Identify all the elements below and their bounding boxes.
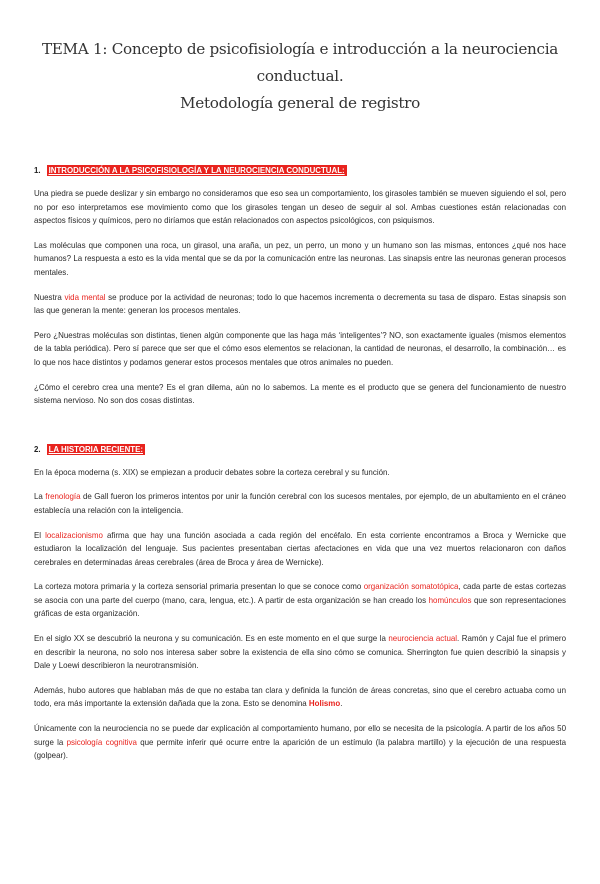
text-run: . Ramón y Cajal fue el primero en describir la neurona, no solo nos interesa saber sobre la existencia de ella sino cómo se comunica. Sherrington fue quien describió la sinapsis y Dale y Loewi describieron la neurotransmisión. [34, 634, 566, 671]
highlight-neurociencia-actual: neurociencia actual [388, 634, 458, 644]
text-run: Nuestra [34, 292, 65, 302]
section-2-paragraph-2 [34, 490, 566, 517]
text-run: . [340, 699, 343, 709]
highlight-homunculos: homúnculos [428, 595, 472, 605]
highlight-localizacionismo: localizacionismo [45, 530, 103, 540]
text-run: , cada parte de estas cortezas se asocia con una parte del cuerpo (mano, cara, lengua, etc.). A partir de esta organización se han creado los [34, 582, 566, 605]
section-1-paragraph-2: Las moléculas que componen una roca, un girasol, una araña, un pez, un perro, un mono y un humano son las mismas, entonces ¿qué nos hace humanos? La respuesta a esto es la vida mental que se da por la comunicación entre las neuronas. Las sinapsis entre las neuronas generan procesos mentales. [34, 240, 566, 277]
document-page [0, 36, 600, 884]
title-line-2: Metodología general de registro [180, 94, 420, 112]
section-2-paragraph-3 [34, 529, 566, 570]
section-2-paragraph-6 [34, 684, 566, 711]
section-2-number: 2. [34, 444, 41, 454]
section-1-paragraph-5: ¿Cómo el cerebro crea una mente? Es el gran dilema, aún no lo sabemos. La mente es el producto que se genera del funcionamiento de nuestro sistema nervioso. No son dos cosas distintas. [34, 382, 566, 406]
text-run: La [34, 492, 46, 502]
text-run: Únicamente con la neurociencia no se puede dar explicación al comportamiento humano, por ello se necesita de la psicología. A partir de los años 50 surge la [34, 724, 566, 747]
section-2-heading [34, 444, 566, 455]
section-1-number: 1. [34, 166, 41, 175]
highlight-holismo: Holismo [308, 699, 341, 709]
section-1-heading [34, 165, 566, 176]
text-run: afirma que hay una función asociada a cada región del encéfalo. En esta corriente encontramos a Broca y Wernicke que estudiaron la localización del lenguaje. Sus pacientes presentaban ciertas afectaciones en vida que una vez muertos relacionaron con daños cerebrales en determinadas áreas cerebrales (área de Broca y área de Wernicke). [34, 530, 567, 567]
text-run: que son representaciones gráficas de esta organización. [34, 595, 566, 619]
section-2-paragraph-7 [34, 722, 566, 763]
section-2-paragraph-4 [34, 580, 566, 621]
section-1-paragraph-1: Una piedra se puede deslizar y sin embargo no consideramos que eso sea un comportamiento, los girasoles también se mueven siguiendo el sol, pero no por eso interpretamos ese movimiento como que los girasoles tengan un deseo de seguir al sol. Ambas cuestiones están relacionadas con aspectos físicos y químicos, pero no diríamos que están relacionados con aspectos psicológicos, con psiquismos. [34, 189, 566, 226]
section-1-paragraph-4: Pero ¿Nuestras moléculas son distintas, tienen algún componente que las haga más ‘inteligentes’? NO, son exactamente iguales (mismos elementos de la tabla periódica). Pero sí parece que ser que el cómo esos elementos se relacionan, la cantidad de neuronas, el desarrollo, la combinación… es lo que nos hace distintos y podamos generar estos procesos mentales que otros animales no pueden. [34, 330, 566, 367]
section-2-paragraph-5 [34, 632, 566, 673]
text-run: Además, hubo autores que hablaban más de que no estaba tan clara y definida la función de áreas concretas, sino que el cerebro actuaba como un todo, era más importante la extensión dañada que la zona. Esto se denomina [34, 685, 566, 709]
section-1-label: INTRODUCCIÓN A LA PSICOFISIOLOGÍA Y LA NEUROCIENCIA CONDUCTUAL: [48, 166, 345, 175]
highlight-frenologia: frenología [45, 492, 81, 502]
text-run: que permite inferir qué ocurre entre la aparición de un estímulo (la palabra martillo) y la ejecución de una respuesta (golpear). [34, 737, 566, 761]
text-run: se produce por la actividad de neuronas; todo lo que hacemos incrementa o decrementa su tasa de disparo. Estas sinapsis son las que generan la mente: generan los procesos mentales. [34, 292, 566, 316]
text-run: En el siglo XX se descubrió la neurona y su comunicación. Es en este momento en el que surge la [34, 634, 389, 644]
document-title [34, 36, 566, 117]
section-1-paragraph-3 [34, 291, 566, 318]
text-run: La corteza motora primaria y la corteza sensorial primaria presentan lo que se conoce como [34, 582, 364, 592]
highlight-organizacion-somatotopica: organización somatotópica [363, 582, 459, 592]
highlight-psicologia-cognitiva: psicología cognitiva [66, 737, 137, 747]
section-2-label: LA HISTORIA RECIENTE: [48, 444, 143, 454]
highlight-vida-mental: vida mental [64, 292, 106, 302]
section-2-paragraph-1: En la época moderna (s. XIX) se empiezan a producir debates sobre la corteza cerebral y su función. [34, 467, 390, 477]
text-run: de Gall fueron los primeros intentos por unir la función cerebral con los sucesos mentales, por ejemplo, de un abultamiento en el cráneo establecía una relación con la inteligencia. [34, 492, 566, 515]
title-line-1: TEMA 1: Concepto de psicofisiología e introducción a la neurociencia conductual. [41, 40, 559, 85]
text-run: El [34, 530, 46, 540]
